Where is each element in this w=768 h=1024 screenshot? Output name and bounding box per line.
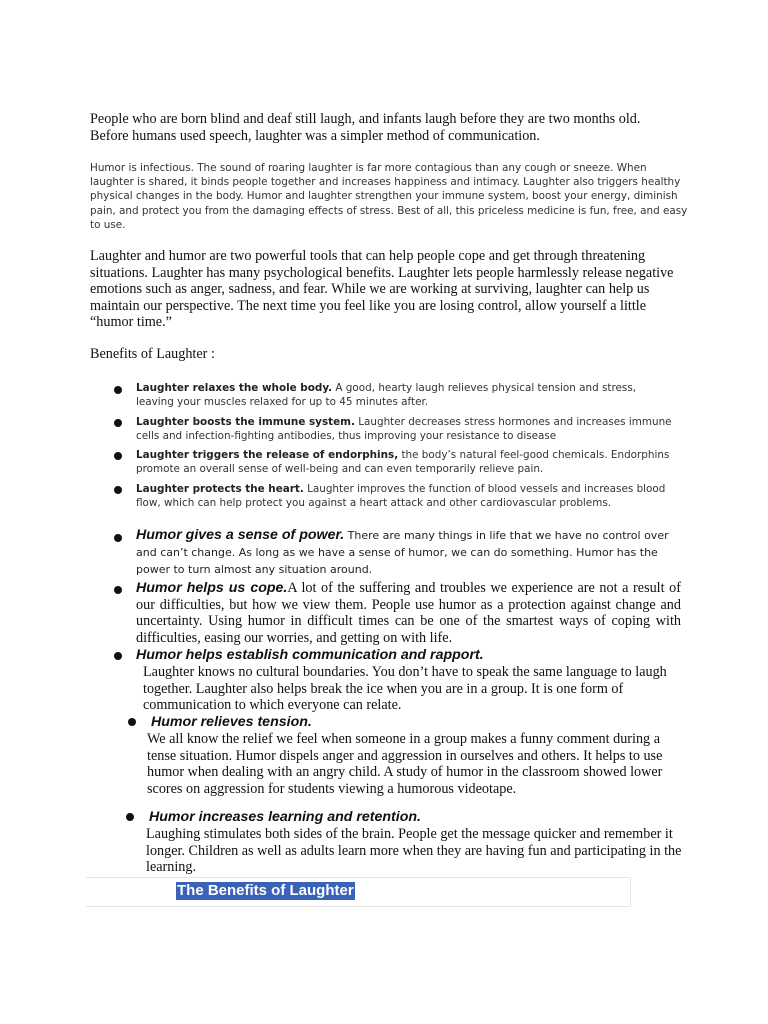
list-item-text: Laughter decreases stress hormones and increases immune cells and infection-fighting antibodies, thus improving your resistance to disease [136,416,672,443]
list-item-title: Laughter triggers the release of endorphins, [136,449,399,461]
list-item [136,381,676,409]
list-item-title: Laughter relaxes the whole body. [136,382,333,394]
list-item [136,415,676,443]
list-item [136,527,681,578]
list-item [136,580,681,646]
list-item-text: Laughter improves the function of blood vessels and increases blood flow, which can help protect you against a heart attack and other cardiovascular problems. [136,483,666,510]
list-item-title: Humor helps establish communication and rapport. [136,647,484,663]
bullet-icon [114,586,122,594]
bullet-icon [114,452,122,460]
humor-infectious-paragraph: Humor is infectious. The sound of roaring laughter is far more contagious than any cough or sneeze. When laughter is shared, it binds people together and increases happiness and intimacy. Laughter also triggers healthy physical changes in the body. Humor and laughter strengthen your immune system, boost your energy, diminish pain, and protect you from the damaging effects of stress. Best of all, this priceless medicine is fun, free, and easy to use. [90,162,688,231]
bullet-icon [114,419,122,427]
list-item [136,482,676,510]
list-item-title: Humor increases learning and retention. [149,809,421,825]
list-item-text: Laughing stimulates both sides of the brain. People get the message quicker and remember it longer. Children as well as adults learn more when they are having fun and participating in the learning. [146,826,682,876]
list-item-title: Humor gives a sense of power. [136,527,345,543]
bullet-icon [114,386,122,394]
list-item-text: A good, hearty laugh relieves physical tension and stress, leaving your muscles relaxed for up to 45 minutes after. [136,382,637,409]
list-item-text: A lot of the suffering and troubles we experience are not a result of our difficulties, but how we view them. People use humor as a protection against change and uncertainty. Using humor in difficult times can be one of the smartest ways of coping with difficulties, easing our worries, and getting on with life. [136,580,681,646]
bullet-icon [128,718,136,726]
coping-paragraph: Laughter and humor are two powerful tools that can help people cope and get through threatening situations. Laughter has many psychological benefits. Laughter lets people harmlessly release negative emotions such as anger, sadness, and fear. While we are working at surviving, laughter can help us maintain our perspective. The next time you feel like you are losing control, allow yourself a little “humor time.” [90,248,674,331]
list-item-text: We all know the relief we feel when someone in a group makes a funny comment during a tense situation. Humor dispels anger and aggression in ourselves and others. It helps to use humor when dealing with an angry child. A study of humor in the classroom showed lower scores on aggression for students viewing a humorous videotape. [147,731,663,797]
bullet-icon [114,486,122,494]
intro-paragraph: People who are born blind and deaf still laugh, and infants laugh before they are two months old. Before humans used speech, laughter was a simpler method of communication. [90,111,641,144]
footer-title: The Benefits of Laughter [177,882,354,899]
benefits-heading: Benefits of Laughter : [90,346,215,362]
list-item-text: Laughter knows no cultural boundaries. You don’t have to speak the same language to laugh together. Laughter also helps break the ice when you are in a group. It is one form of communication to which everyone can relate. [143,664,667,714]
list-item-text: There are many things in life that we have no control over and can’t change. As long as we have a sense of humor, we can do something. Humor has the power to turn almost any situation around. [136,529,669,576]
list-item-title: Humor helps us cope. [136,580,288,596]
bullet-icon [114,652,122,660]
list-item-title: Laughter boosts the immune system. [136,416,355,428]
bullet-icon [126,813,134,821]
list-item-title: Humor relieves tension. [151,714,312,730]
footer-title-box [86,877,631,907]
list-item-title: Laughter protects the heart. [136,483,304,495]
list-item [136,448,676,476]
list-item-text: the body’s natural feel-good chemicals. Endorphins promote an overall sense of well-being and can even temporarily relieve pain. [136,449,670,476]
bullet-icon [114,534,122,542]
